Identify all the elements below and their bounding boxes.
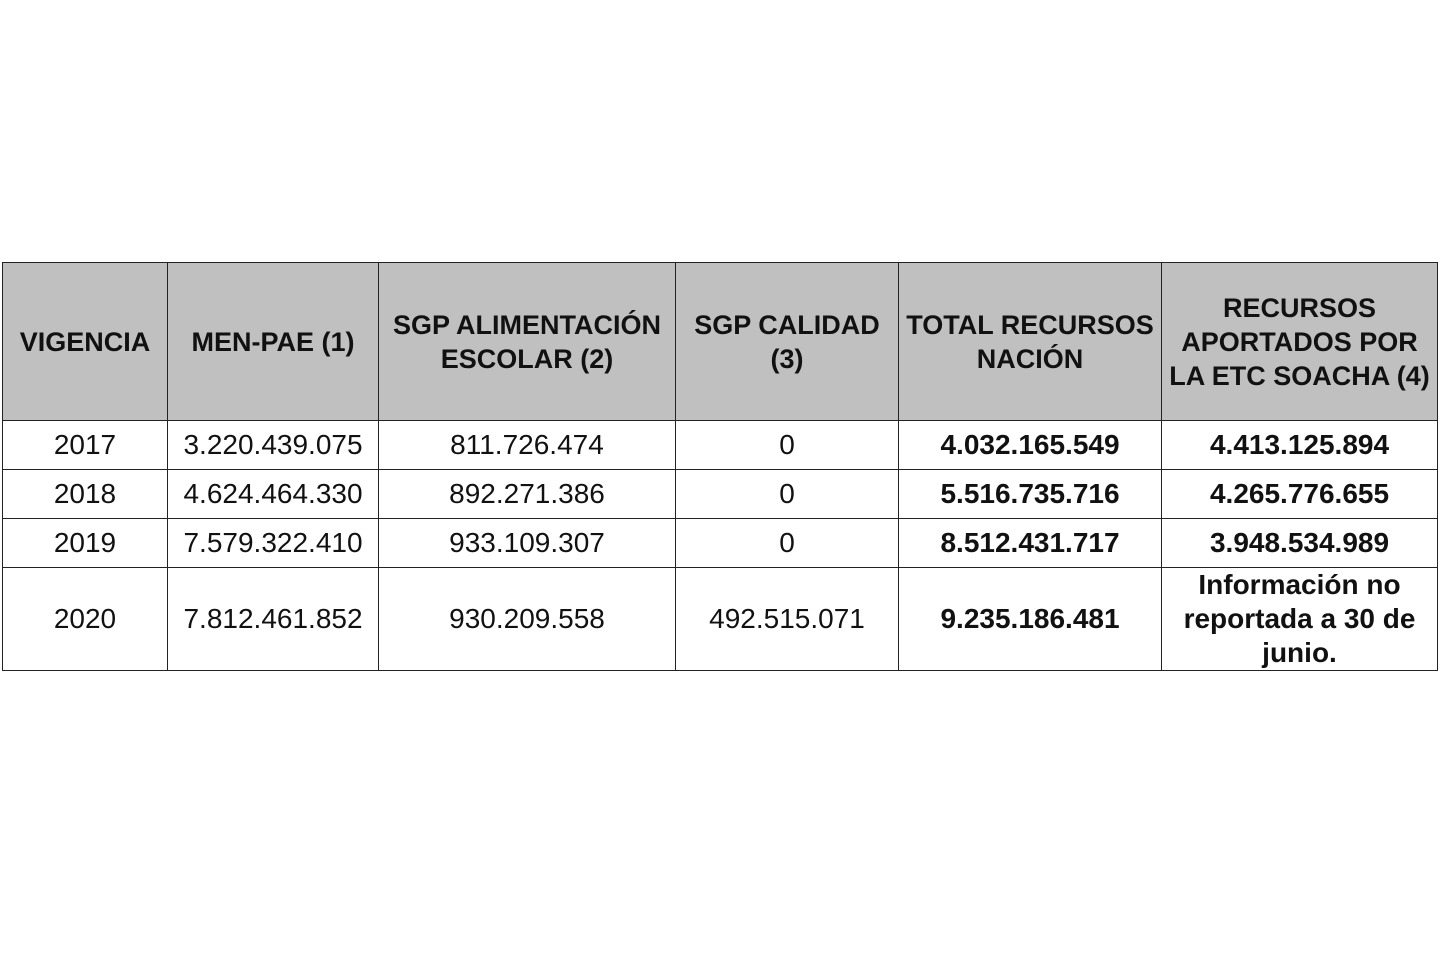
cell-sgp-calidad: 0 — [676, 470, 899, 519]
header-sgp-calidad: SGP CALIDAD (3) — [676, 263, 899, 421]
cell-men-pae: 7.579.322.410 — [168, 519, 379, 568]
cell-total-recursos-nacion: 4.032.165.549 — [899, 421, 1162, 470]
header-recursos-etc-soacha: RECURSOS APORTADOS POR LA ETC SOACHA (4) — [1162, 263, 1438, 421]
table-row — [3, 568, 1438, 671]
cell-sgp-calidad: 0 — [676, 421, 899, 470]
cell-recursos-etc-soacha: 4.413.125.894 — [1162, 421, 1438, 470]
cell-recursos-etc-soacha: 3.948.534.989 — [1162, 519, 1438, 568]
header-sgp-alimentacion: SGP ALIMENTACIÓN ESCOLAR (2) — [379, 263, 676, 421]
cell-sgp-alimentacion: 933.109.307 — [379, 519, 676, 568]
cell-men-pae: 4.624.464.330 — [168, 470, 379, 519]
table-row — [3, 421, 1438, 470]
cell-total-recursos-nacion: 5.516.735.716 — [899, 470, 1162, 519]
cell-sgp-calidad: 0 — [676, 519, 899, 568]
cell-sgp-alimentacion: 930.209.558 — [379, 568, 676, 671]
cell-vigencia: 2017 — [3, 421, 168, 470]
cell-recursos-etc-soacha-note: Información no reportada a 30 de junio. — [1162, 568, 1438, 671]
cell-total-recursos-nacion: 8.512.431.717 — [899, 519, 1162, 568]
cell-total-recursos-nacion: 9.235.186.481 — [899, 568, 1162, 671]
cell-vigencia: 2018 — [3, 470, 168, 519]
header-total-recursos-nacion: TOTAL RECURSOS NACIÓN — [899, 263, 1162, 421]
header-men-pae: MEN-PAE (1) — [168, 263, 379, 421]
resources-table-container — [2, 262, 1438, 671]
resources-table — [2, 262, 1438, 671]
cell-vigencia: 2020 — [3, 568, 168, 671]
cell-men-pae: 7.812.461.852 — [168, 568, 379, 671]
cell-sgp-alimentacion: 811.726.474 — [379, 421, 676, 470]
cell-sgp-calidad: 492.515.071 — [676, 568, 899, 671]
header-vigencia: VIGENCIA — [3, 263, 168, 421]
cell-recursos-etc-soacha: 4.265.776.655 — [1162, 470, 1438, 519]
cell-sgp-alimentacion: 892.271.386 — [379, 470, 676, 519]
table-row — [3, 470, 1438, 519]
table-header-row — [3, 263, 1438, 421]
table-row — [3, 519, 1438, 568]
cell-men-pae: 3.220.439.075 — [168, 421, 379, 470]
cell-vigencia: 2019 — [3, 519, 168, 568]
